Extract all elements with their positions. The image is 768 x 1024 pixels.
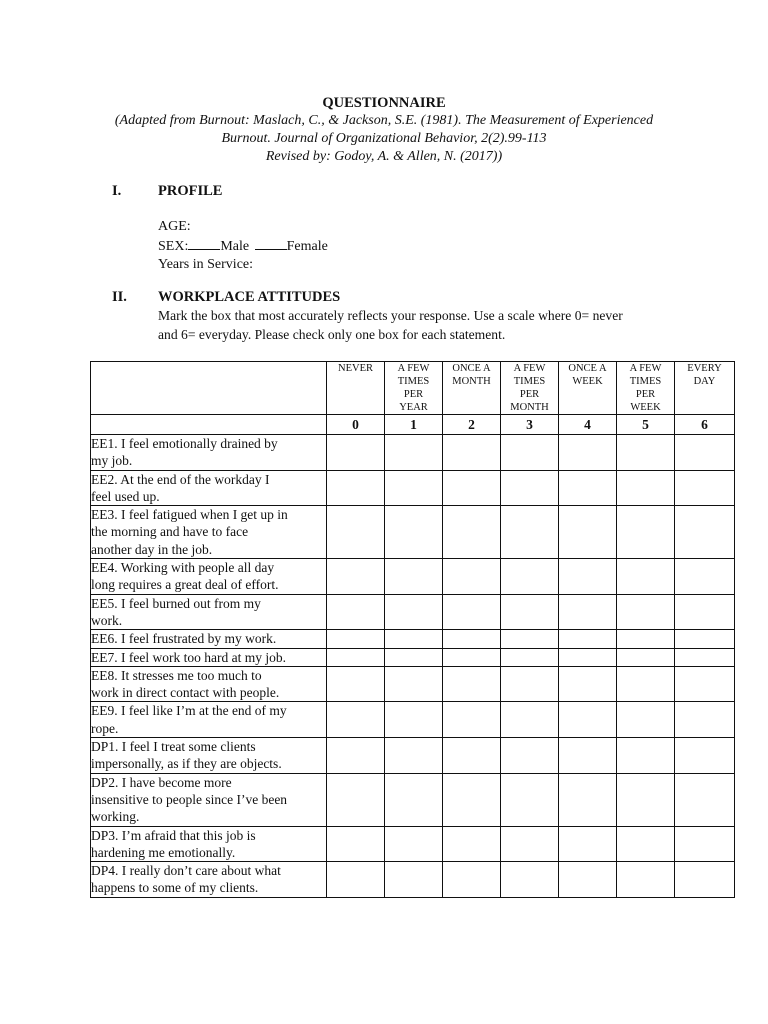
response-box[interactable]	[385, 506, 443, 559]
response-box[interactable]	[385, 702, 443, 738]
scale-value-2: 2	[443, 415, 501, 435]
scale-blank-cell	[91, 415, 327, 435]
freq-label-line: YEAR	[399, 402, 428, 413]
table-row	[91, 826, 735, 862]
freq-label-line: ONCE A	[452, 363, 491, 374]
freq-label-line: MONTH	[452, 376, 491, 387]
survey-body	[91, 435, 735, 898]
response-box[interactable]	[327, 666, 385, 702]
response-box[interactable]	[385, 594, 443, 630]
response-box[interactable]	[617, 506, 675, 559]
freq-header-every-day	[675, 362, 735, 415]
scale-value-0: 0	[327, 415, 385, 435]
male-label: Male	[220, 238, 250, 254]
response-box[interactable]	[675, 630, 735, 648]
response-box[interactable]	[385, 470, 443, 506]
response-box[interactable]	[327, 648, 385, 666]
response-box[interactable]	[385, 666, 443, 702]
response-box[interactable]	[675, 702, 735, 738]
response-box[interactable]	[327, 435, 385, 471]
statement-line: EE9. I feel like I’m at the end of my	[91, 703, 287, 719]
response-box[interactable]	[327, 630, 385, 648]
freq-label-line: A FEW	[513, 363, 546, 374]
freq-label-line: PER	[635, 389, 656, 400]
response-box[interactable]	[617, 470, 675, 506]
response-box[interactable]	[327, 506, 385, 559]
statement-line: rope.	[91, 720, 119, 736]
response-box[interactable]	[501, 862, 559, 898]
response-box[interactable]	[501, 470, 559, 506]
age-field[interactable]	[158, 218, 328, 237]
response-box[interactable]	[443, 826, 501, 862]
response-box[interactable]	[501, 648, 559, 666]
response-box[interactable]	[385, 738, 443, 774]
statement-cell	[91, 862, 327, 898]
response-box[interactable]	[327, 738, 385, 774]
statement-line: long requires a great deal of effort.	[91, 577, 279, 593]
response-box[interactable]	[559, 594, 617, 630]
profile-section-number: I.	[112, 183, 122, 199]
male-blank[interactable]	[188, 237, 220, 250]
freq-header-few-per-month	[501, 362, 559, 415]
freq-header-few-per-week	[617, 362, 675, 415]
sex-label: SEX:	[158, 238, 189, 254]
citation-line-2: Burnout. Journal of Organizational Behavior, 2(2).99-113	[221, 131, 547, 146]
response-box[interactable]	[385, 630, 443, 648]
table-row	[91, 559, 735, 595]
response-box[interactable]	[327, 862, 385, 898]
statement-line: EE7. I feel work too hard at my job.	[91, 649, 286, 665]
response-box[interactable]	[327, 773, 385, 826]
table-row	[91, 702, 735, 738]
freq-header-never	[327, 362, 385, 415]
response-box[interactable]	[617, 435, 675, 471]
response-box[interactable]	[559, 648, 617, 666]
female-blank[interactable]	[255, 237, 287, 250]
instruction-line-2: and 6= everyday. Please check only one box for each statement.	[158, 326, 506, 342]
statement-line: DP4. I really don’t care about what	[91, 863, 281, 879]
statement-cell	[91, 738, 327, 774]
years-label: Years in Service:	[158, 257, 254, 272]
table-row	[91, 666, 735, 702]
scale-value-6: 6	[675, 415, 735, 435]
response-box[interactable]	[443, 630, 501, 648]
response-box[interactable]	[501, 773, 559, 826]
response-box[interactable]	[559, 470, 617, 506]
citation-line-3: Revised by: Godoy, A. & Allen, N. (2017))	[265, 149, 503, 164]
statement-line: EE1. I feel emotionally drained by	[91, 436, 278, 451]
response-box[interactable]	[617, 702, 675, 738]
response-box[interactable]	[501, 435, 559, 471]
response-box[interactable]	[501, 826, 559, 862]
response-box[interactable]	[617, 773, 675, 826]
response-box[interactable]	[675, 862, 735, 898]
response-box[interactable]	[675, 559, 735, 595]
freq-label-line: TIMES	[513, 376, 546, 387]
table-row	[91, 648, 735, 666]
statement-line: EE5. I feel burned out from my	[91, 595, 261, 611]
table-row	[91, 630, 735, 648]
attitudes-section-number: II.	[112, 289, 127, 305]
response-box[interactable]	[559, 738, 617, 774]
response-box[interactable]	[327, 594, 385, 630]
response-box[interactable]	[617, 594, 675, 630]
statement-cell	[91, 666, 327, 702]
response-box[interactable]	[443, 559, 501, 595]
statement-cell	[91, 435, 327, 471]
response-box[interactable]	[443, 773, 501, 826]
response-box[interactable]	[385, 862, 443, 898]
response-box[interactable]	[675, 648, 735, 666]
response-box[interactable]	[327, 559, 385, 595]
response-box[interactable]	[675, 826, 735, 862]
response-box[interactable]	[443, 506, 501, 559]
survey-table	[90, 361, 735, 898]
response-box[interactable]	[559, 666, 617, 702]
statement-cell	[91, 826, 327, 862]
response-box[interactable]	[675, 435, 735, 471]
response-box[interactable]	[327, 702, 385, 738]
statement-line: hardening me emotionally.	[91, 844, 236, 860]
freq-label-line: ONCE A	[568, 363, 607, 374]
table-row	[91, 470, 735, 506]
statement-cell	[91, 506, 327, 559]
statement-cell	[91, 630, 327, 648]
response-box[interactable]	[675, 773, 735, 826]
statement-line: work in direct contact with people.	[91, 685, 280, 701]
citation-line-1: (Adapted from Burnout: Maslach, C., & Jackson, S.E. (1981). The Measurement of Experienced	[114, 113, 654, 128]
freq-label-line: A FEW	[629, 363, 662, 374]
scale-value-1: 1	[385, 415, 443, 435]
response-box[interactable]	[617, 862, 675, 898]
response-box[interactable]	[501, 594, 559, 630]
freq-label-line: WEEK	[572, 376, 603, 387]
statement-line: DP2. I have become more	[91, 774, 232, 790]
response-box[interactable]	[443, 738, 501, 774]
statement-cell	[91, 470, 327, 506]
response-box[interactable]	[443, 435, 501, 471]
table-row	[91, 773, 735, 826]
instructions	[158, 307, 688, 344]
response-box[interactable]	[443, 862, 501, 898]
response-box[interactable]	[617, 648, 675, 666]
freq-header-few-per-year	[385, 362, 443, 415]
statement-line: feel used up.	[91, 488, 160, 504]
response-box[interactable]	[675, 666, 735, 702]
response-box[interactable]	[385, 435, 443, 471]
response-box[interactable]	[501, 738, 559, 774]
response-box[interactable]	[501, 666, 559, 702]
response-box[interactable]	[559, 559, 617, 595]
freq-label-line: PER	[403, 389, 424, 400]
profile-section-title: PROFILE	[158, 183, 223, 199]
scale-number-row	[91, 415, 735, 435]
response-box[interactable]	[385, 826, 443, 862]
frequency-header-row	[91, 362, 735, 415]
statement-line: the morning and have to face	[91, 524, 249, 540]
freq-label-line: PER	[519, 389, 540, 400]
freq-label-line: TIMES	[397, 376, 430, 387]
instruction-line-1: Mark the box that most accurately reflects your response. Use a scale where 0= never	[158, 308, 623, 323]
response-box[interactable]	[443, 594, 501, 630]
response-box[interactable]	[443, 470, 501, 506]
statement-cell	[91, 559, 327, 595]
statement-line: another day in the job.	[91, 541, 213, 557]
response-box[interactable]	[327, 470, 385, 506]
document-header	[0, 94, 768, 166]
response-box[interactable]	[675, 470, 735, 506]
response-box[interactable]	[559, 773, 617, 826]
attitudes-section-title: WORKPLACE ATTITUDES	[158, 289, 341, 305]
sex-field	[158, 237, 328, 257]
scale-value-4: 4	[559, 415, 617, 435]
freq-label-line: DAY	[693, 376, 716, 387]
statement-line: EE3. I feel fatigued when I get up in	[91, 507, 288, 523]
freq-header-once-week	[559, 362, 617, 415]
freq-header-once-month	[443, 362, 501, 415]
response-box[interactable]	[385, 773, 443, 826]
statement-line: EE2. At the end of the workday I	[91, 471, 270, 487]
age-label: AGE:	[158, 219, 191, 234]
statement-line: my job.	[91, 453, 133, 469]
scale-value-3: 3	[501, 415, 559, 435]
table-row	[91, 862, 735, 898]
response-box[interactable]	[443, 648, 501, 666]
statement-line: work.	[91, 612, 123, 628]
statement-line: insensitive to people since I’ve been	[91, 791, 288, 807]
table-row	[91, 435, 735, 471]
response-box[interactable]	[385, 648, 443, 666]
response-box[interactable]	[559, 506, 617, 559]
statement-header-cell	[91, 362, 327, 415]
response-box[interactable]	[559, 435, 617, 471]
response-box[interactable]	[443, 666, 501, 702]
statement-cell	[91, 648, 327, 666]
response-box[interactable]	[675, 594, 735, 630]
response-box[interactable]	[385, 559, 443, 595]
table-row	[91, 594, 735, 630]
scale-value-5: 5	[617, 415, 675, 435]
response-box[interactable]	[675, 738, 735, 774]
response-box[interactable]	[617, 826, 675, 862]
statement-cell	[91, 702, 327, 738]
response-box[interactable]	[443, 702, 501, 738]
statement-cell	[91, 773, 327, 826]
statement-line: EE4. Working with people all day	[91, 560, 275, 576]
statement-line: DP3. I’m afraid that this job is	[91, 827, 256, 843]
response-box[interactable]	[501, 702, 559, 738]
page-title: QUESTIONNAIRE	[322, 95, 446, 111]
years-in-service-field[interactable]	[158, 256, 328, 275]
statement-line: EE6. I feel frustrated by my work.	[91, 631, 277, 647]
statement-line: impersonally, as if they are objects.	[91, 756, 282, 772]
response-box[interactable]	[559, 630, 617, 648]
response-box[interactable]	[501, 506, 559, 559]
response-box[interactable]	[559, 826, 617, 862]
response-box[interactable]	[501, 630, 559, 648]
response-box[interactable]	[559, 862, 617, 898]
response-box[interactable]	[327, 826, 385, 862]
freq-label-line: A FEW	[397, 363, 430, 374]
statement-cell	[91, 594, 327, 630]
statement-line: EE8. It stresses me too much to	[91, 667, 262, 683]
freq-label-line: NEVER	[338, 363, 373, 374]
response-box[interactable]	[617, 738, 675, 774]
response-box[interactable]	[617, 630, 675, 648]
statement-line: happens to some of my clients.	[91, 880, 259, 896]
response-box[interactable]	[617, 666, 675, 702]
statement-line: working.	[91, 809, 140, 825]
response-box[interactable]	[501, 559, 559, 595]
profile-fields	[158, 218, 328, 275]
freq-label-line: WEEK	[630, 402, 661, 413]
freq-label-line: EVERY	[687, 363, 722, 374]
statement-line: DP1. I feel I treat some clients	[91, 739, 256, 755]
response-box[interactable]	[559, 702, 617, 738]
freq-label-line: TIMES	[629, 376, 662, 387]
freq-label-line: MONTH	[510, 402, 549, 413]
response-box[interactable]	[617, 559, 675, 595]
table-row	[91, 506, 735, 559]
response-box[interactable]	[675, 506, 735, 559]
female-label: Female	[286, 238, 328, 254]
table-row	[91, 738, 735, 774]
